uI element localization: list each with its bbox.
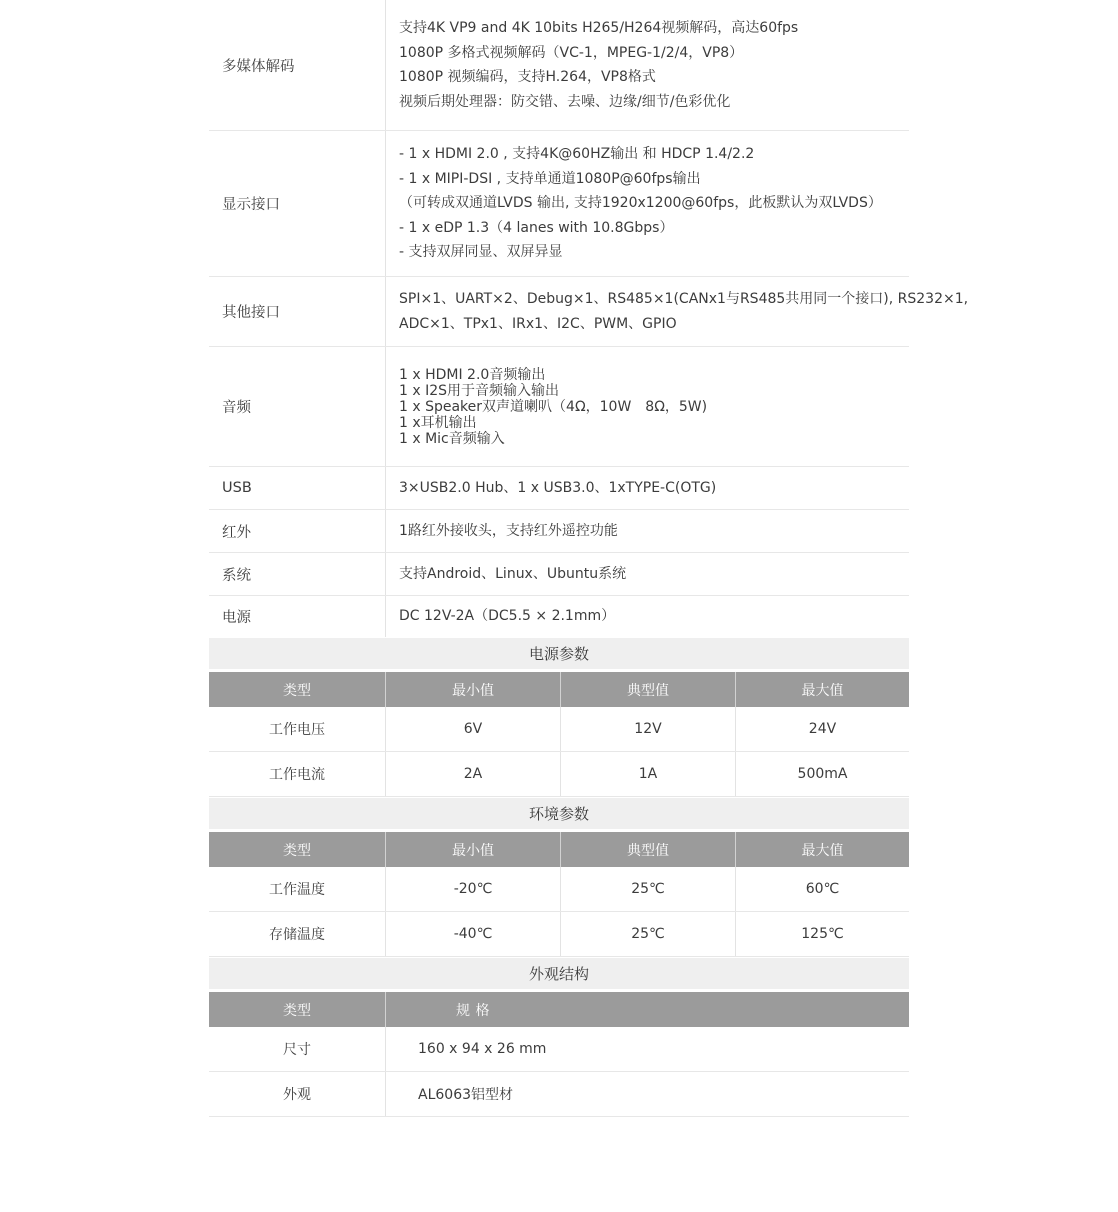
param-header-cell: 最小值	[385, 832, 560, 867]
section-title: 环境参数	[209, 798, 909, 829]
param-cell: 工作电压	[269, 722, 325, 738]
param-cell: 160 x 94 x 26 mm	[385, 1027, 909, 1071]
spec-value	[385, 277, 968, 346]
param-header-cell: 类型	[283, 842, 311, 859]
spec-value-line: - 1 x HDMI 2.0 , 支持4K@60HZ输出 和 HDCP 1.4/2.2	[399, 146, 755, 163]
param-cell: 12V	[560, 707, 735, 751]
param-header-cell: 类型	[283, 682, 311, 699]
spec-value-line: SPI×1、UART×2、Debug×1、RS485×1(CANx1与RS485共用同一个接口), RS232×1,	[399, 291, 969, 307]
param-row-working-temp	[209, 867, 909, 912]
param-header-cell: 规 格	[385, 992, 909, 1027]
param-cell: 1A	[560, 752, 735, 796]
param-cell: 外观	[283, 1087, 311, 1103]
spec-value-line: 1 x HDMI 2.0音频输出	[399, 366, 546, 383]
spec-value-line: ADC×1、TPx1、IRx1、I2C、PWM、GPIO	[399, 315, 677, 332]
section-env-params	[209, 798, 909, 957]
spec-row-infrared	[209, 510, 909, 553]
spec-value-line: 1 x Mic音频输入	[399, 430, 505, 447]
spec-row-multimedia-decode	[209, 0, 909, 131]
param-header-row	[209, 832, 909, 867]
spec-label: 电源	[222, 610, 251, 626]
param-cell: -20℃	[385, 867, 560, 911]
param-cell: 2A	[385, 752, 560, 796]
param-header-row	[209, 672, 909, 707]
spec-label: 显示接口	[222, 197, 280, 213]
spec-row-display-interface	[209, 131, 909, 277]
spec-label: 系统	[222, 567, 251, 584]
param-cell: 125℃	[735, 912, 909, 956]
param-row-voltage	[209, 707, 909, 752]
spec-value	[385, 596, 909, 637]
spec-row-audio	[209, 347, 909, 467]
spec-label: 其他接口	[222, 305, 280, 321]
section-power-params	[209, 638, 909, 797]
spec-label: 音频	[222, 400, 251, 416]
param-cell: 500mA	[735, 752, 909, 796]
spec-row-other-interfaces	[209, 277, 969, 347]
param-cell: 工作温度	[269, 882, 325, 898]
param-header-cell: 最大值	[735, 832, 909, 867]
spec-table	[209, 0, 969, 637]
spec-value-line: 1 x Speaker双声道喇叭（4Ω，10W 8Ω，5W)	[399, 398, 708, 415]
param-cell: 6V	[385, 707, 560, 751]
param-row-enclosure	[209, 1072, 909, 1117]
spec-label: 红外	[222, 524, 251, 541]
spec-row-os	[209, 553, 909, 596]
param-header-cell: 最大值	[735, 672, 909, 707]
spec-value-line: （可转成双通道LVDS 输出, 支持1920x1200@60fps，此板默认为双LVDS）	[399, 195, 882, 212]
param-header-cell: 最小值	[385, 672, 560, 707]
param-header-cell: 类型	[283, 1002, 311, 1019]
param-cell: AL6063铝型材	[385, 1072, 909, 1116]
spec-row-power-input	[209, 596, 909, 637]
spec-sheet-content	[209, 0, 969, 1117]
param-cell: 24V	[735, 707, 909, 751]
spec-value-line: - 1 x eDP 1.3（4 lanes with 10.8Gbps）	[399, 219, 674, 236]
spec-value	[385, 553, 909, 595]
param-row-dimensions	[209, 1027, 909, 1072]
spec-value	[385, 510, 909, 552]
param-row-storage-temp	[209, 912, 909, 957]
param-header-cell: 典型值	[560, 672, 735, 707]
section-title: 电源参数	[209, 638, 909, 669]
spec-value-line: - 1 x MIPI-DSI , 支持单通道1080P@60fps输出	[399, 170, 701, 187]
param-cell: 25℃	[560, 867, 735, 911]
spec-value-line: 1080P 视频编码，支持H.264，VP8格式	[399, 69, 656, 85]
param-row-current	[209, 752, 909, 797]
spec-value-line: 视频后期处理器：防交错、去噪、边缘/细节/色彩优化	[399, 93, 731, 110]
spec-value	[385, 131, 909, 276]
spec-label: 多媒体解码	[222, 58, 295, 75]
section-title: 外观结构	[209, 958, 909, 989]
param-cell: 存储温度	[269, 927, 325, 943]
param-cell: 60℃	[735, 867, 909, 911]
param-cell: -40℃	[385, 912, 560, 956]
spec-value-line: - 支持双屏同显、双屏异显	[399, 244, 563, 261]
param-cell: 尺寸	[283, 1042, 311, 1058]
param-cell: 工作电流	[269, 767, 325, 783]
spec-value-line: 1路红外接收头，支持红外遥控功能	[399, 522, 618, 539]
param-cell: 25℃	[560, 912, 735, 956]
spec-value-line: 1 x耳机输出	[399, 414, 477, 431]
spec-value-line: 支持Android、Linux、Ubuntu系统	[399, 565, 627, 582]
spec-value-line: DC 12V-2A（DC5.5 × 2.1mm）	[399, 608, 616, 625]
spec-value-line: 1 x I2S用于音频输入输出	[399, 382, 560, 399]
spec-value-line: 1080P 多格式视频解码（VC-1，MPEG-1/2/4，VP8）	[399, 44, 744, 61]
spec-value	[385, 467, 909, 509]
section-appearance	[209, 958, 909, 1117]
spec-value-line: 3×USB2.0 Hub、1 x USB3.0、1xTYPE-C(OTG)	[399, 479, 717, 496]
spec-value-line: 支持4K VP9 and 4K 10bits H265/H264视频解码，高达60fps	[399, 20, 799, 36]
spec-row-usb	[209, 467, 909, 510]
spec-value	[385, 347, 909, 466]
spec-value	[385, 0, 909, 130]
param-header-row	[209, 992, 909, 1027]
spec-label: USB	[222, 480, 252, 496]
param-header-cell: 典型值	[560, 832, 735, 867]
